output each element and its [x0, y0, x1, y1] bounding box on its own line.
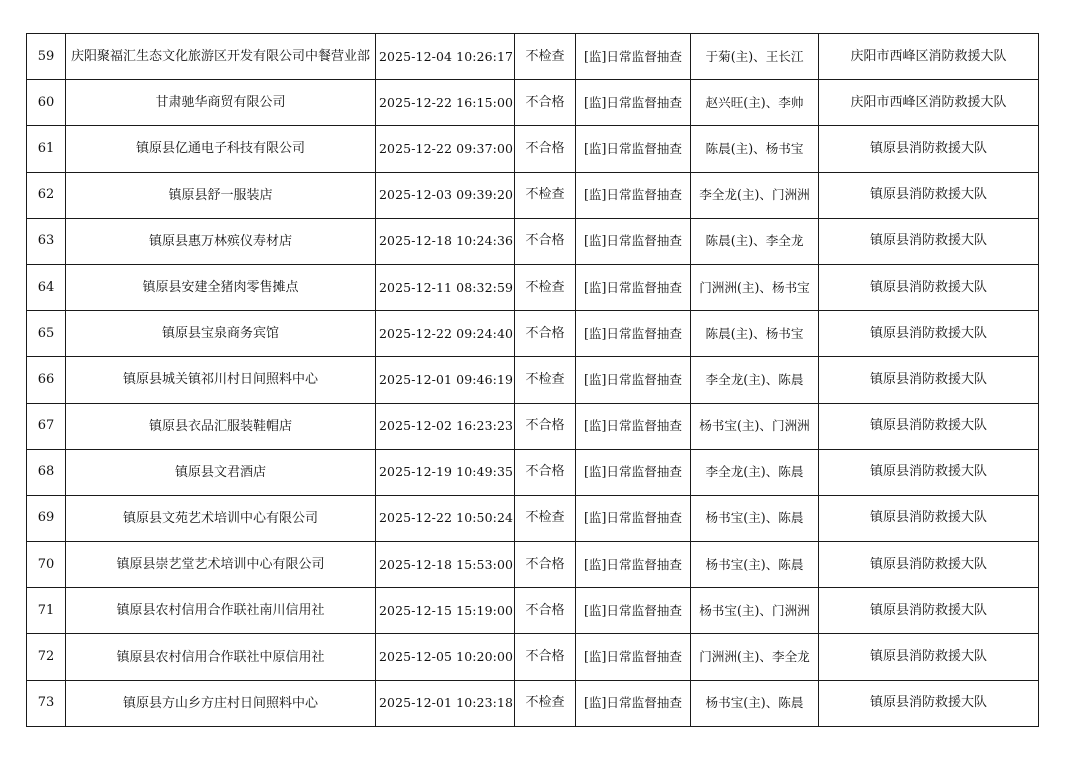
- table-row: [27, 449, 1039, 495]
- cell-result: 不合格: [515, 634, 576, 680]
- cell-officers: 陈晨(主)、李全龙: [691, 218, 819, 264]
- cell-officers: 李全龙(主)、门洲洲: [691, 172, 819, 218]
- cell-inspection-time: 2025-12-01 09:46:19: [376, 357, 515, 403]
- cell-result: 不合格: [515, 80, 576, 126]
- cell-unit-name: 镇原县宝泉商务宾馆: [66, 311, 376, 357]
- cell-unit-name: 镇原县惠万林殡仪寿材店: [66, 218, 376, 264]
- cell-check-type: [监]日常监督抽查: [576, 542, 691, 588]
- cell-officers: 杨书宝(主)、陈晨: [691, 542, 819, 588]
- cell-serial-number: 68: [27, 449, 66, 495]
- table-row: [27, 218, 1039, 264]
- cell-check-type: [监]日常监督抽查: [576, 34, 691, 80]
- cell-inspection-time: 2025-12-22 16:15:00: [376, 80, 515, 126]
- cell-check-type: [监]日常监督抽查: [576, 634, 691, 680]
- cell-agency: 镇原县消防救援大队: [819, 495, 1039, 541]
- table-row: [27, 80, 1039, 126]
- cell-unit-name: 庆阳聚福汇生态文化旅游区开发有限公司中餐营业部: [66, 34, 376, 80]
- cell-check-type: [监]日常监督抽查: [576, 218, 691, 264]
- cell-result: 不检查: [515, 495, 576, 541]
- cell-inspection-time: 2025-12-05 10:20:00: [376, 634, 515, 680]
- inspection-records-table: [26, 33, 1039, 727]
- table-row: [27, 542, 1039, 588]
- cell-result: 不合格: [515, 311, 576, 357]
- cell-check-type: [监]日常监督抽查: [576, 403, 691, 449]
- cell-inspection-time: 2025-12-02 16:23:23: [376, 403, 515, 449]
- cell-agency: 庆阳市西峰区消防救援大队: [819, 34, 1039, 80]
- cell-officers: 杨书宝(主)、陈晨: [691, 680, 819, 726]
- cell-unit-name: 镇原县文苑艺术培训中心有限公司: [66, 495, 376, 541]
- cell-agency: 镇原县消防救援大队: [819, 357, 1039, 403]
- cell-result: 不合格: [515, 126, 576, 172]
- table-row: [27, 172, 1039, 218]
- cell-officers: 李全龙(主)、陈晨: [691, 357, 819, 403]
- cell-agency: 镇原县消防救援大队: [819, 542, 1039, 588]
- cell-agency: 镇原县消防救援大队: [819, 449, 1039, 495]
- cell-serial-number: 72: [27, 634, 66, 680]
- cell-serial-number: 70: [27, 542, 66, 588]
- cell-agency: 镇原县消防救援大队: [819, 680, 1039, 726]
- cell-officers: 赵兴旺(主)、李帅: [691, 80, 819, 126]
- table-row: [27, 357, 1039, 403]
- cell-serial-number: 62: [27, 172, 66, 218]
- cell-officers: 杨书宝(主)、门洲洲: [691, 403, 819, 449]
- cell-unit-name: 镇原县亿通电子科技有限公司: [66, 126, 376, 172]
- table-row: [27, 495, 1039, 541]
- cell-result: 不合格: [515, 588, 576, 634]
- cell-unit-name: 镇原县城关镇祁川村日间照料中心: [66, 357, 376, 403]
- cell-officers: 门洲洲(主)、杨书宝: [691, 264, 819, 310]
- cell-result: 不检查: [515, 34, 576, 80]
- cell-check-type: [监]日常监督抽查: [576, 172, 691, 218]
- table-body: [27, 34, 1039, 727]
- cell-unit-name: 镇原县农村信用合作联社中原信用社: [66, 634, 376, 680]
- cell-inspection-time: 2025-12-18 15:53:00: [376, 542, 515, 588]
- table-row: [27, 680, 1039, 726]
- cell-check-type: [监]日常监督抽查: [576, 495, 691, 541]
- cell-inspection-time: 2025-12-22 09:24:40: [376, 311, 515, 357]
- cell-agency: 镇原县消防救援大队: [819, 634, 1039, 680]
- cell-officers: 于菊(主)、王长江: [691, 34, 819, 80]
- cell-serial-number: 71: [27, 588, 66, 634]
- cell-officers: 杨书宝(主)、陈晨: [691, 495, 819, 541]
- cell-serial-number: 63: [27, 218, 66, 264]
- cell-check-type: [监]日常监督抽查: [576, 449, 691, 495]
- cell-inspection-time: 2025-12-15 15:19:00: [376, 588, 515, 634]
- cell-check-type: [监]日常监督抽查: [576, 680, 691, 726]
- cell-result: 不检查: [515, 680, 576, 726]
- inspection-table-container: [26, 33, 1039, 727]
- cell-result: 不检查: [515, 172, 576, 218]
- cell-serial-number: 59: [27, 34, 66, 80]
- cell-unit-name: 镇原县安建全猪肉零售摊点: [66, 264, 376, 310]
- cell-unit-name: 镇原县方山乡方庄村日间照料中心: [66, 680, 376, 726]
- cell-unit-name: 镇原县农村信用合作联社南川信用社: [66, 588, 376, 634]
- table-row: [27, 634, 1039, 680]
- cell-unit-name: 镇原县舒一服装店: [66, 172, 376, 218]
- cell-result: 不检查: [515, 264, 576, 310]
- cell-inspection-time: 2025-12-18 10:24:36: [376, 218, 515, 264]
- cell-serial-number: 60: [27, 80, 66, 126]
- table-row: [27, 264, 1039, 310]
- cell-result: 不合格: [515, 218, 576, 264]
- cell-inspection-time: 2025-12-11 08:32:59: [376, 264, 515, 310]
- cell-result: 不合格: [515, 542, 576, 588]
- cell-agency: 镇原县消防救援大队: [819, 172, 1039, 218]
- cell-agency: 镇原县消防救援大队: [819, 311, 1039, 357]
- cell-serial-number: 73: [27, 680, 66, 726]
- cell-officers: 门洲洲(主)、李全龙: [691, 634, 819, 680]
- cell-unit-name: 镇原县衣品汇服装鞋帽店: [66, 403, 376, 449]
- cell-serial-number: 69: [27, 495, 66, 541]
- table-row: [27, 403, 1039, 449]
- cell-check-type: [监]日常监督抽查: [576, 357, 691, 403]
- table-row: [27, 311, 1039, 357]
- cell-agency: 镇原县消防救援大队: [819, 403, 1039, 449]
- cell-officers: 陈晨(主)、杨书宝: [691, 126, 819, 172]
- cell-officers: 李全龙(主)、陈晨: [691, 449, 819, 495]
- cell-result: 不检查: [515, 357, 576, 403]
- cell-inspection-time: 2025-12-03 09:39:20: [376, 172, 515, 218]
- cell-inspection-time: 2025-12-19 10:49:35: [376, 449, 515, 495]
- cell-check-type: [监]日常监督抽查: [576, 126, 691, 172]
- cell-agency: 镇原县消防救援大队: [819, 264, 1039, 310]
- cell-check-type: [监]日常监督抽查: [576, 588, 691, 634]
- cell-inspection-time: 2025-12-22 09:37:00: [376, 126, 515, 172]
- cell-unit-name: 镇原县崇艺堂艺术培训中心有限公司: [66, 542, 376, 588]
- cell-result: 不合格: [515, 403, 576, 449]
- cell-serial-number: 61: [27, 126, 66, 172]
- cell-check-type: [监]日常监督抽查: [576, 311, 691, 357]
- cell-serial-number: 67: [27, 403, 66, 449]
- cell-agency: 镇原县消防救援大队: [819, 588, 1039, 634]
- cell-inspection-time: 2025-12-01 10:23:18: [376, 680, 515, 726]
- cell-result: 不合格: [515, 449, 576, 495]
- cell-unit-name: 甘肃驰华商贸有限公司: [66, 80, 376, 126]
- table-row: [27, 588, 1039, 634]
- table-row: [27, 126, 1039, 172]
- cell-check-type: [监]日常监督抽查: [576, 264, 691, 310]
- cell-inspection-time: 2025-12-04 10:26:17: [376, 34, 515, 80]
- cell-officers: 陈晨(主)、杨书宝: [691, 311, 819, 357]
- cell-serial-number: 66: [27, 357, 66, 403]
- cell-serial-number: 64: [27, 264, 66, 310]
- cell-agency: 镇原县消防救援大队: [819, 218, 1039, 264]
- cell-officers: 杨书宝(主)、门洲洲: [691, 588, 819, 634]
- cell-agency: 庆阳市西峰区消防救援大队: [819, 80, 1039, 126]
- cell-serial-number: 65: [27, 311, 66, 357]
- cell-inspection-time: 2025-12-22 10:50:24: [376, 495, 515, 541]
- table-row: [27, 34, 1039, 80]
- cell-check-type: [监]日常监督抽查: [576, 80, 691, 126]
- cell-agency: 镇原县消防救援大队: [819, 126, 1039, 172]
- cell-unit-name: 镇原县文君酒店: [66, 449, 376, 495]
